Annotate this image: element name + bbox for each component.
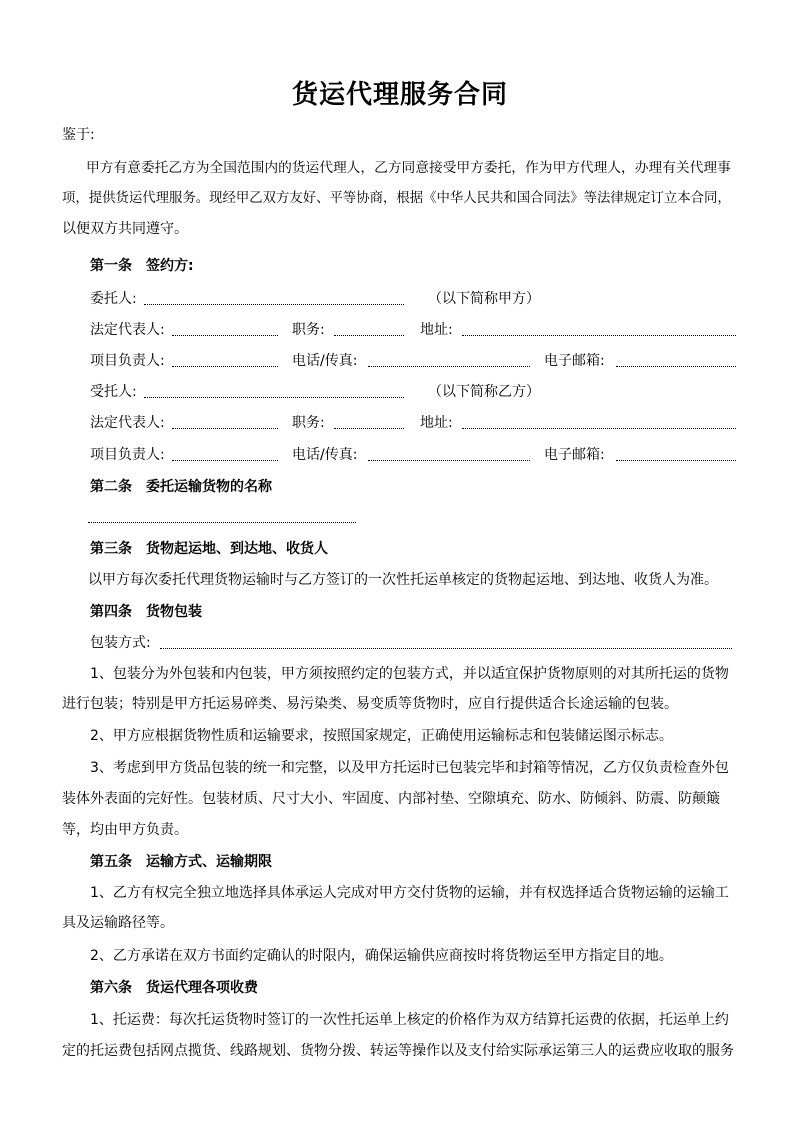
client-position-field[interactable] bbox=[334, 335, 404, 336]
article-4-p2: 2、甲方应根据货物性质和运输要求，按照国家规定，正确使用运输标志和包装储运图示标志。 bbox=[90, 728, 673, 744]
article-4-heading: 第四条 货物包装 bbox=[90, 604, 202, 620]
article-6-p1-line-2: 定的托运费包括网点揽货、线路规划、货物分拨、转运等操作以及支付给实际承运第三人的运费应收取的服务 bbox=[62, 1043, 734, 1059]
article-6-p1-line-1: 1、托运费：每次托运货物时签订的一次性托运单上核定的价格作为双方结算托运费的依据，托运单上约 bbox=[90, 1012, 729, 1028]
client-legal-rep-field[interactable] bbox=[172, 335, 278, 336]
client-email-label: 电子邮箱: bbox=[544, 353, 605, 369]
article-5-heading: 第五条 运输方式、运输期限 bbox=[90, 854, 272, 870]
article-4-p1-line-1: 1、包装分为外包装和内包装，甲方须按照约定的包装方式，并以适宜保护货物原则的对其所托运的货物 bbox=[90, 666, 729, 682]
client-phone-field[interactable] bbox=[368, 366, 530, 367]
packing-method-label: 包装方式: bbox=[90, 635, 151, 651]
agent-phone-field[interactable] bbox=[368, 460, 530, 461]
article-4-p3-line-2: 装体外表面的完好性。包装材质、尺寸大小、牢固度、内部衬垫、空隙填充、防水、防倾斜、防震、防颠簸 bbox=[62, 791, 720, 807]
article-1-heading: 第一条 签约方: bbox=[90, 258, 194, 274]
client-project-lead-field[interactable] bbox=[172, 366, 278, 367]
agent-field[interactable] bbox=[144, 397, 404, 398]
preamble-label: 鉴于: bbox=[62, 127, 95, 143]
article-4-p1-line-2: 进行包装；特别是甲方托运易碎类、易污染类、易变质等货物时，应自行提供适合长途运输的包装。 bbox=[62, 696, 678, 712]
article-2-heading: 第二条 委托运输货物的名称 bbox=[90, 479, 272, 495]
agent-address-label: 地址: bbox=[420, 415, 453, 431]
agent-phone-label: 电话/传真: bbox=[292, 447, 358, 463]
preamble-line-3: 以便双方共同遵守。 bbox=[62, 221, 188, 237]
client-address-field[interactable] bbox=[462, 335, 736, 336]
agent-position-label: 职务: bbox=[292, 415, 325, 431]
agent-project-lead-field[interactable] bbox=[172, 460, 278, 461]
client-label: 委托人: bbox=[90, 291, 137, 307]
agent-legal-rep-label: 法定代表人: bbox=[90, 415, 165, 431]
preamble-line-1: 甲方有意委托乙方为全国范围内的货运代理人，乙方同意接受甲方委托，作为甲方代理人，办理有关代理事 bbox=[86, 160, 731, 176]
agent-email-label: 电子邮箱: bbox=[544, 447, 605, 463]
agent-email-field[interactable] bbox=[616, 460, 736, 461]
agent-label: 受托人: bbox=[90, 384, 137, 400]
client-project-lead-label: 项目负责人: bbox=[90, 353, 165, 369]
client-position-label: 职务: bbox=[292, 322, 325, 338]
article-4-p3-line-1: 3、考虑到甲方货品包装的统一和完整，以及甲方托运时已包装完毕和封箱等情况，乙方仅负责检查外包 bbox=[90, 760, 729, 776]
client-address-label: 地址: bbox=[420, 322, 453, 338]
agent-legal-rep-field[interactable] bbox=[172, 428, 278, 429]
article-3-text: 以甲方每次委托代理货物运输时与乙方签订的一次性托运单核定的货物起运地、到达地、收货人为准。 bbox=[88, 572, 718, 588]
agent-project-lead-label: 项目负责人: bbox=[90, 447, 165, 463]
agent-note: （以下简称乙方） bbox=[428, 384, 540, 400]
packing-method-field[interactable] bbox=[160, 648, 732, 649]
document-title: 货运代理服务合同 bbox=[291, 80, 508, 110]
article-5-p2: 2、乙方承诺在双方书面约定确认的时限内，确保运输供应商按时将货物运至甲方指定目的地。 bbox=[90, 948, 673, 964]
client-field[interactable] bbox=[144, 304, 404, 305]
article-6-heading: 第六条 货运代理各项收费 bbox=[90, 980, 258, 996]
agent-position-field[interactable] bbox=[334, 428, 404, 429]
agent-address-field[interactable] bbox=[462, 428, 736, 429]
client-phone-label: 电话/传真: bbox=[292, 353, 358, 369]
article-5-p1-line-1: 1、乙方有权完全独立地选择具体承运人完成对甲方交付货物的运输，并有权选择适合货物运输的运输工 bbox=[90, 885, 729, 901]
client-email-field[interactable] bbox=[616, 366, 736, 367]
goods-name-field[interactable] bbox=[88, 522, 356, 523]
article-3-heading: 第三条 货物起运地、到达地、收货人 bbox=[90, 541, 328, 557]
preamble-line-2: 项，提供货运代理服务。现经甲乙双方友好、平等协商，根据《中华人民共和国合同法》等法律规定订立本合同， bbox=[62, 191, 731, 206]
client-legal-rep-label: 法定代表人: bbox=[90, 322, 165, 338]
client-note: （以下简称甲方） bbox=[428, 291, 540, 307]
article-4-p3-line-3: 等，均由甲方负责。 bbox=[62, 822, 188, 838]
article-5-p1-line-2: 具及运输路径等。 bbox=[62, 915, 174, 931]
